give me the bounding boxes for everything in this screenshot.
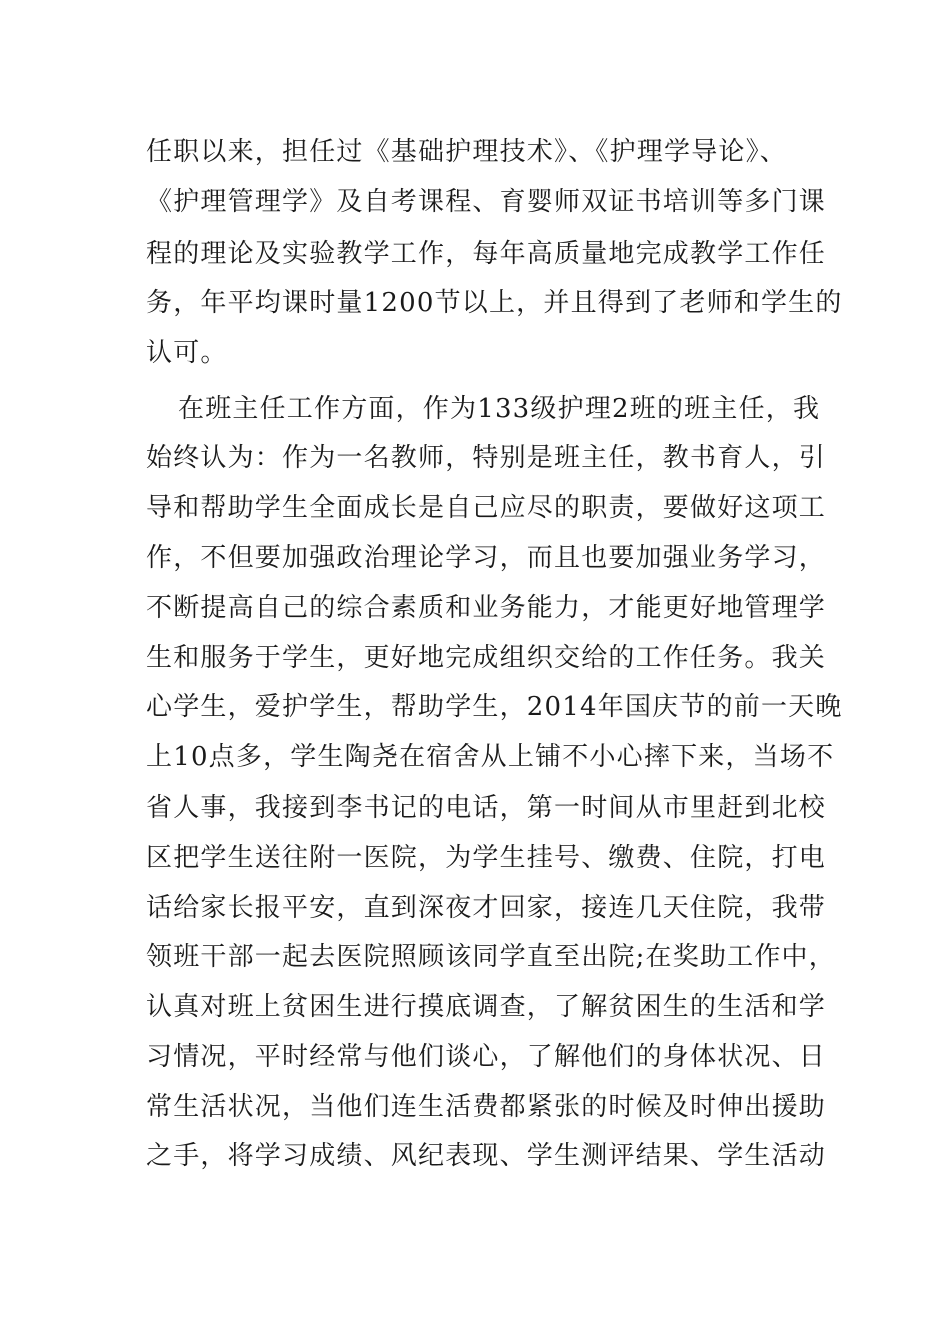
paragraph-2-line-13: 认真对班上贫困生进行摸底调查，了解贫困生的生活和学 <box>146 992 827 1022</box>
paragraph-2-line-9: 省人事，我接到李书记的电话，第一时间从市里赶到北校 <box>146 793 827 823</box>
paragraph-2-line-10: 区把学生送往附一医院，为学生挂号、缴费、住院，打电 <box>146 843 827 873</box>
paragraph-2-line-15: 常生活状况，当他们连生活费都紧张的时候及时伸出援助 <box>146 1092 827 1122</box>
paragraph-2-line-2: 始终认为：作为一名教师，特别是班主任，教书育人，引 <box>146 443 827 473</box>
paragraph-1-line-4: 务，年平均课时量1200节以上，并且得到了老师和学生的 <box>146 288 843 318</box>
paragraph-2-line-6: 生和服务于学生，更好地完成组织交给的工作任务。我关 <box>146 643 827 673</box>
paragraph-2-line-16: 之手，将学习成绩、风纪表现、学生测评结果、学生活动 <box>146 1141 827 1171</box>
paragraph-2-line-11: 话给家长报平安，直到深夜才回家，接连几天住院，我带 <box>146 893 827 923</box>
paragraph-2-line-12: 领班干部一起去医院照顾该同学直至出院;在奖助工作中， <box>146 942 836 972</box>
paragraph-1-line-1: 任职以来，担任过《基础护理技术》、《护理学导论》、 <box>146 137 788 167</box>
paragraph-2-line-1: 在班主任工作方面，作为133级护理2班的班主任，我 <box>178 394 821 424</box>
paragraph-2-line-4: 作，不但要加强政治理论学习，而且也要加强业务学习， <box>146 543 827 573</box>
paragraph-2-line-8: 上10点多，学生陶尧在宿舍从上铺不小心摔下来，当场不 <box>146 742 835 772</box>
paragraph-2-line-7: 心学生，爱护学生，帮助学生，2014年国庆节的前一天晚 <box>146 692 843 722</box>
paragraph-1-line-5: 认可。 <box>146 338 228 368</box>
paragraph-1-line-3: 程的理论及实验教学工作，每年高质量地完成教学工作任 <box>146 239 827 269</box>
paragraph-2-line-3: 导和帮助学生全面成长是自己应尽的职责，要做好这项工 <box>146 493 827 523</box>
paragraph-2-line-5: 不断提高自己的综合素质和业务能力，才能更好地管理学 <box>146 593 827 623</box>
paragraph-1-line-2: 《护理管理学》及自考课程、育婴师双证书培训等多门课 <box>146 187 827 217</box>
paragraph-2-line-14: 习情况，平时经常与他们谈心，了解他们的身体状况、日 <box>146 1042 827 1072</box>
